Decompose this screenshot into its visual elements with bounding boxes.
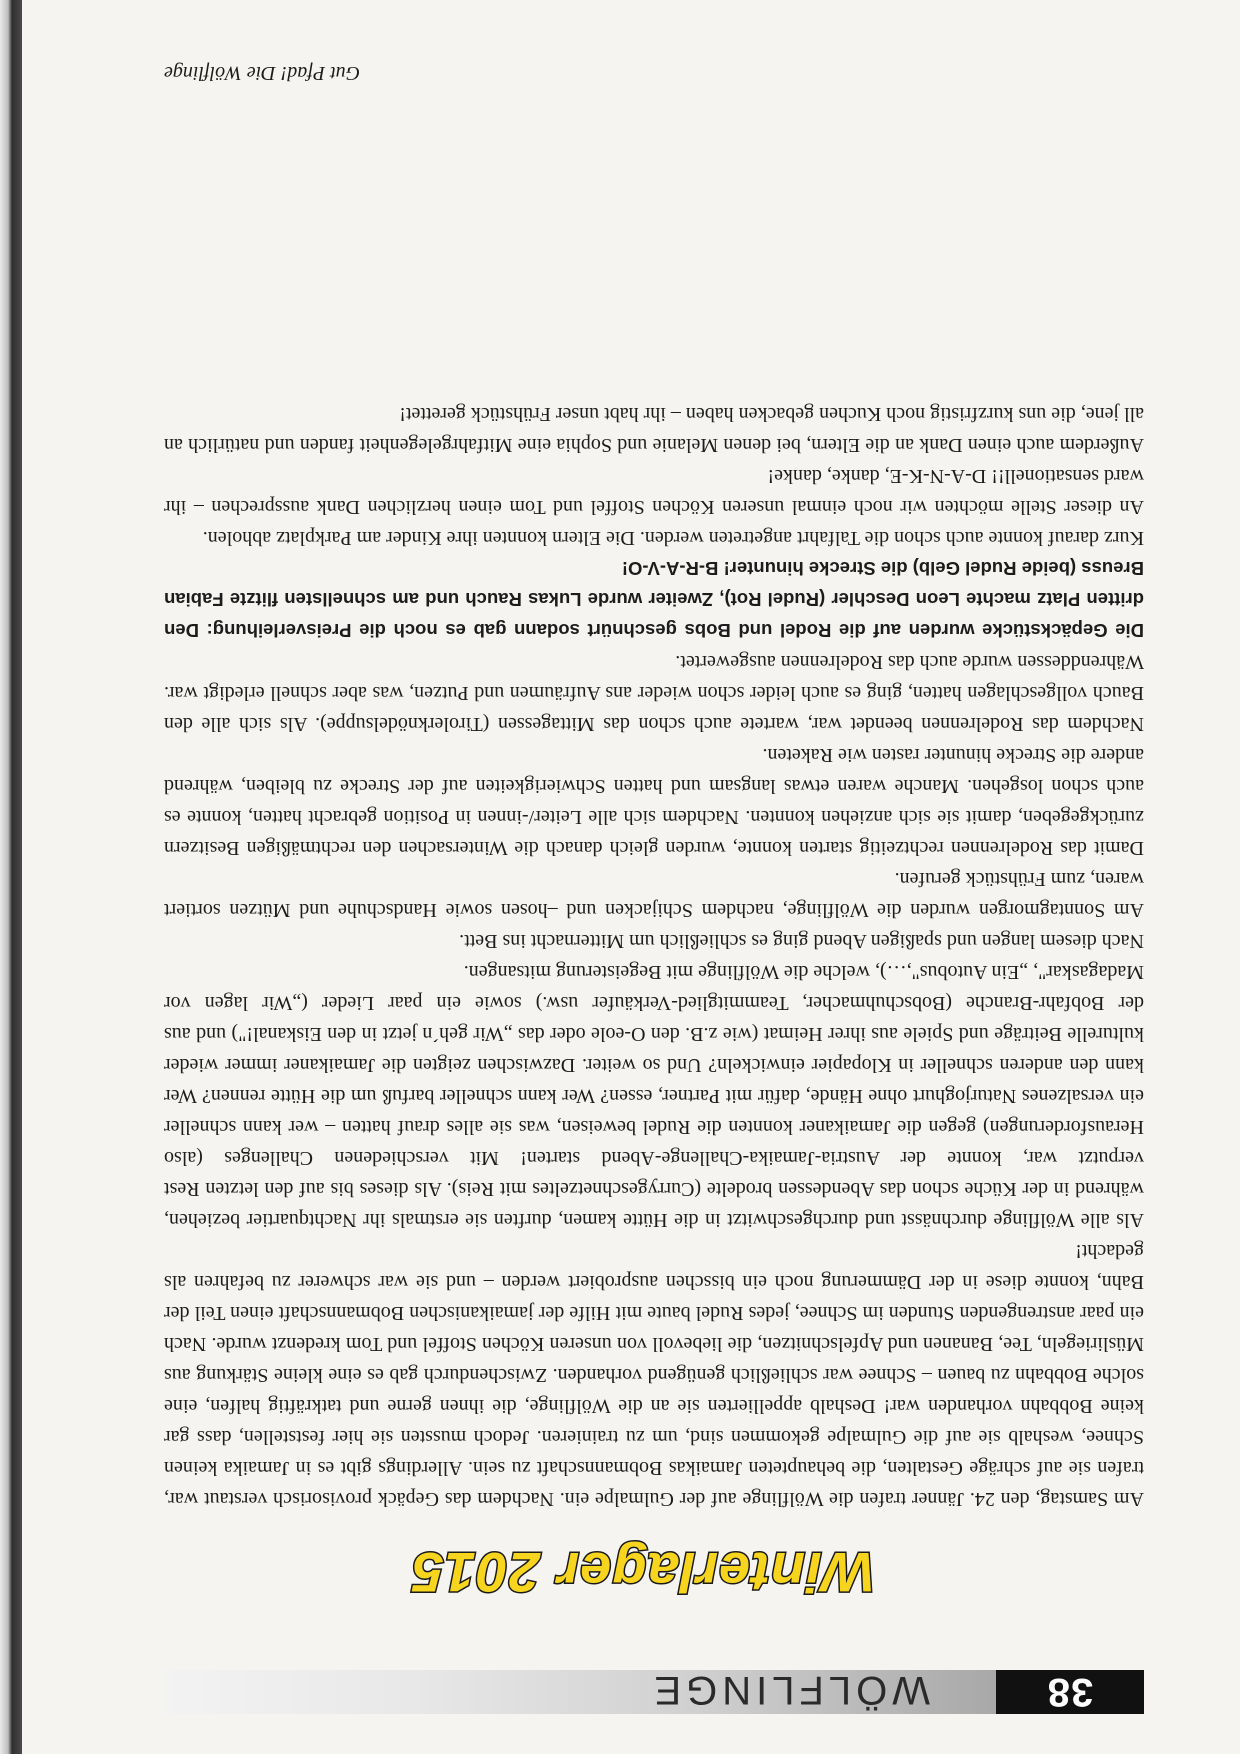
signature: Gut Pfad! Die Wölflinge (164, 62, 361, 84)
paragraph: An dieser Stelle möchten wir noch einmal unseren Köchen Stoffel und Tom einen herzlichen Dank aussprechen – ihr ward sensationell!! D-A-N-K-E, danke, danke! (164, 465, 1144, 518)
section-name: WÖLFLINGE (649, 1668, 930, 1712)
article-title: Winterlager 2015 (411, 1541, 875, 1604)
paragraph: Am Sonntagmorgen wurden die Wölflinge, nachdem Schijacken und –hosen sowie Handschuhe und Mützen sortiert waren, zum Frühstück gerufen. (164, 868, 1144, 921)
page-number: 38 (996, 1670, 1144, 1714)
paragraph: Damit das Rodelrennen rechtzeitig starten konnte, wurden gleich danach die Wintersachen den rechtmäßigen Besitzern zurückgegeben, damit sie sich anziehen konnten. Nachdem sich alle Leiter/-innen in Position gebracht hatten, konnte es auch schon losgehen. Manche waren etwas langsam und hatten Schwierigkeiten auf der Strecke zu bleiben, während andere die Strecke hinunter rasten wie Raketen. (164, 744, 1144, 859)
paragraph: Als alle Wölflinge durchnässt und durchgeschwitzt in die Hütte kamen, durften sie erstmals ihr Nachtquartier beziehen, während in der Küche schon das Abendessen brodelte (Currygeschnetzeltes mit Reis). Als dieses bis auf den letzten Rest verputzt war, konnte der Austria-Jamaika-Challenge-Abend starten! Mit verschiedenen Challenges (also Herausforderungen) gegen die Jamaikaner konnten die Rudel beweisen, was sie alles drauf hatten – wer kann schneller ein versalzenes Naturjoghurt ohne Hände, dafür mit Partner, essen? Wer kann schneller barfuß um die Hütte rennen? Wer kann den anderen schneller in Klopapier einwickeln? Und so weiter. Dazwischen zeigten die Jamaikaner immer wieder kulturelle Beiträge und Spiele aus ihrer Heimat (wie z.B. den O-eole oder das „Wir geh´n jetzt in den Eiskanal!") und aus der Bobfahr-Branche (Bobschuhmacher, Teammitglied-Verkäufer usw.) sowie ein paar Lieder („Wir lagen vor Madagaskar", „Ein Autobus",…), welche die Wölflinge mit Begeisterung mitsangen. (164, 961, 1144, 1231)
paragraph: Nach diesem langen und spaßigen Abend ging es schließlich um Mitternacht ins Bett. (459, 930, 1144, 952)
paragraph-bold-awards: Die Gepäckstücke wurden auf die Rodel und Bobs geschnürt sodann gab es noch die Preisverleihung: Den dritten Platz machte Leon Deschler (Rudel Rot), Zweiter wurde Lukas Rauch und am schnellsten flitzte Fabian Breuss (beide Rudel Gelb) die Strecke hinunter! B-R-A-V-O! (164, 558, 1144, 641)
binding-edge (0, 0, 22, 1754)
article-body (164, 398, 1144, 1514)
paragraph: Nachdem das Rodelrennen beendet war, wartete auch schon das Mittagessen (Tirolerknödelsuppe). Als sich alle den Bauch vollgeschlagen hatten, ging es auch leider schon wieder ans Aufräumen und Putzen, was aber schnell erledigt war. Währenddessen wurde auch das Rodelrennen ausgewertet. (164, 651, 1144, 735)
paragraph: Am Samstag, den 24. Jänner trafen die Wölflinge auf der Gulmalpe ein. Nachdem das Gepäck provisorisch verstaut war, trafen sie auf schräge Gestalten, die behaupteten Jamaikas Bobmannschaft zu sein. Allerdings gibt es in Jamaika keinen Schnee, weshalb sie auf die Gulmalpe gekommen sind, um zu trainieren. Jedoch mussten sie hier feststellen, dass gar keine Bobbahn vorhanden war! Deshalb appellierten sie an die Wölflinge, die ihnen gerne und tatkräftig halfen, eine solche Bobbahn zu bauen – Schnee war schließlich genügend vorhanden. Zwischendurch gab es eine kleine Stärkung aus Müsliriegeln, Tee, Bananen und Apfelschnitzen, die liebevoll von unseren Köchen Stoffel und Tom kredenzt wurde. Nach ein paar anstrengenden Stunden im Schnee, jedes Rudel baute mit Hilfe der jamaikanischen Bobmannschaft einen Teil der Bahn, konnte diese in der Dämmerung noch ein bisschen ausprobiert werden – und sie war schwerer zu befahren als gedacht! (164, 1240, 1144, 1510)
paragraph: Kurz darauf konnte auch schon die Talfahrt angetreten werden. Die Eltern konnten ihre Kinder am Parkplatz abholen. (202, 527, 1144, 549)
page-header (22, 1664, 1240, 1754)
magazine-page-rotated (22, 0, 1240, 1754)
paragraph: Außerdem auch einen Dank an die Eltern, bei denen Melanie und Sophia eine Mitfahrgelegenheit fanden und natürlich an all jene, die uns kurzfristig noch Kuchen gebacken haben – ihr habt unser Frühstück gerettet! (164, 403, 1144, 456)
